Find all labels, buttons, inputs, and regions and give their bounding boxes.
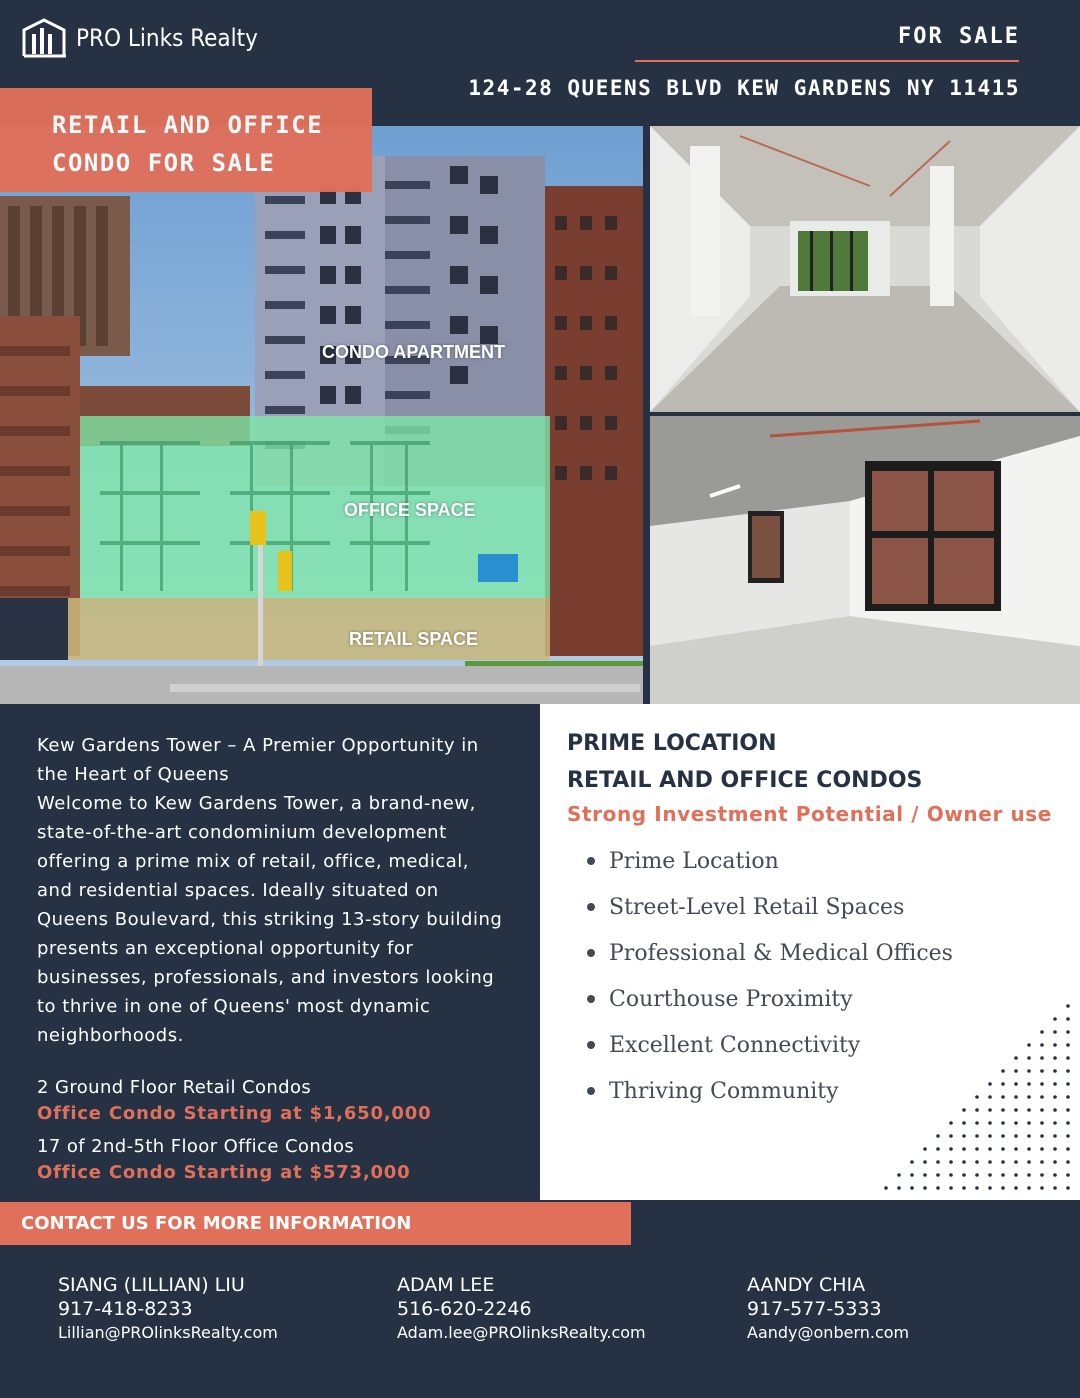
agent-card	[397, 1273, 646, 1345]
agent-email[interactable]: Aandy@onbern.com	[747, 1323, 910, 1342]
header-divider	[635, 60, 1019, 62]
offer-price: Office Condo Starting at $1,650,000	[37, 1103, 432, 1124]
feature-item	[587, 884, 953, 930]
agent-card	[747, 1273, 909, 1345]
retail-space-label: RETAIL SPACE	[349, 629, 479, 649]
dot-pattern-decoration	[880, 1000, 1080, 1200]
building-photo	[0, 126, 643, 704]
highlights-panel	[540, 704, 1080, 1200]
highlight-heading-1: PRIME LOCATION	[567, 731, 777, 756]
feature-item	[587, 930, 953, 976]
offer-description: 2 Ground Floor Retail Condos	[37, 1077, 312, 1098]
intro-title: Kew Gardens Tower – A Premier Opportunity in the Heart of Queens	[37, 735, 479, 785]
brand-name: PRO Links Realty	[76, 24, 258, 52]
offer-description: 17 of 2nd-5th Floor Office Condos	[37, 1136, 355, 1157]
feature-label: Professional & Medical Offices	[609, 940, 953, 966]
bullet-icon	[587, 949, 595, 957]
agent-email[interactable]: Lillian@PROlinksRealty.com	[58, 1323, 278, 1342]
office-space-label: OFFICE SPACE	[344, 500, 476, 520]
offer-price: Office Condo Starting at $573,000	[37, 1162, 411, 1183]
feature-label: Prime Location	[609, 848, 779, 874]
bullet-icon	[587, 1087, 595, 1095]
bullet-icon	[587, 1041, 595, 1049]
agent-name: AANDY CHIA	[747, 1274, 866, 1296]
agent-phone[interactable]: 917-418-8233	[58, 1298, 193, 1320]
contact-cta-bar	[0, 1202, 631, 1245]
highlight-subheading: Strong Investment Potential / Owner use	[567, 802, 1052, 826]
feature-label: Excellent Connectivity	[609, 1032, 861, 1058]
agent-card	[58, 1273, 278, 1345]
feature-item	[587, 838, 953, 884]
bullet-icon	[587, 995, 595, 1003]
feature-label: Street-Level Retail Spaces	[609, 894, 905, 920]
property-description	[37, 731, 507, 1050]
highlight-heading-2: RETAIL AND OFFICE CONDOS	[567, 768, 923, 793]
bullet-icon	[587, 903, 595, 911]
interior-photo-bottom	[650, 416, 1080, 704]
agent-email[interactable]: Adam.lee@PROlinksRealty.com	[397, 1323, 646, 1342]
bullet-icon	[587, 857, 595, 865]
intro-body: Welcome to Kew Gardens Tower, a brand-new, state-of-the-art condominium development offering a prime mix of retail, office, medical, and residential spaces. Ideally situated on Queens Boulevard, this striking 13-story building presents an exceptional opportunity for businesses, professionals, and investors looking to thrive in one of Queens' most dynamic neighborhoods.	[37, 793, 503, 1046]
retail-office-banner	[0, 88, 372, 192]
offer-retail	[37, 1075, 517, 1127]
agent-phone[interactable]: 917-577-5333	[747, 1298, 882, 1320]
contact-cta-label: CONTACT US FOR MORE INFORMATION	[21, 1213, 412, 1234]
agent-name: SIANG (LILLIAN) LIU	[58, 1274, 245, 1296]
banner-line-2: CONDO FOR SALE	[52, 149, 276, 177]
banner-line-1: RETAIL AND OFFICE	[52, 111, 324, 139]
offer-office	[37, 1134, 517, 1186]
feature-label: Thriving Community	[609, 1078, 839, 1104]
property-address: 124-28 QUEENS BLVD KEW GARDENS NY 11415	[468, 76, 1020, 100]
feature-label: Courthouse Proximity	[609, 986, 853, 1012]
agent-phone[interactable]: 516-620-2246	[397, 1298, 532, 1320]
for-sale-label: FOR SALE	[898, 24, 1020, 49]
brand-logo	[22, 18, 258, 58]
condo-apartment-label: CONDO APARTMENT	[322, 342, 505, 362]
building-logo-icon	[22, 18, 68, 58]
interior-photo-top	[650, 126, 1080, 412]
agent-name: ADAM LEE	[397, 1274, 495, 1296]
